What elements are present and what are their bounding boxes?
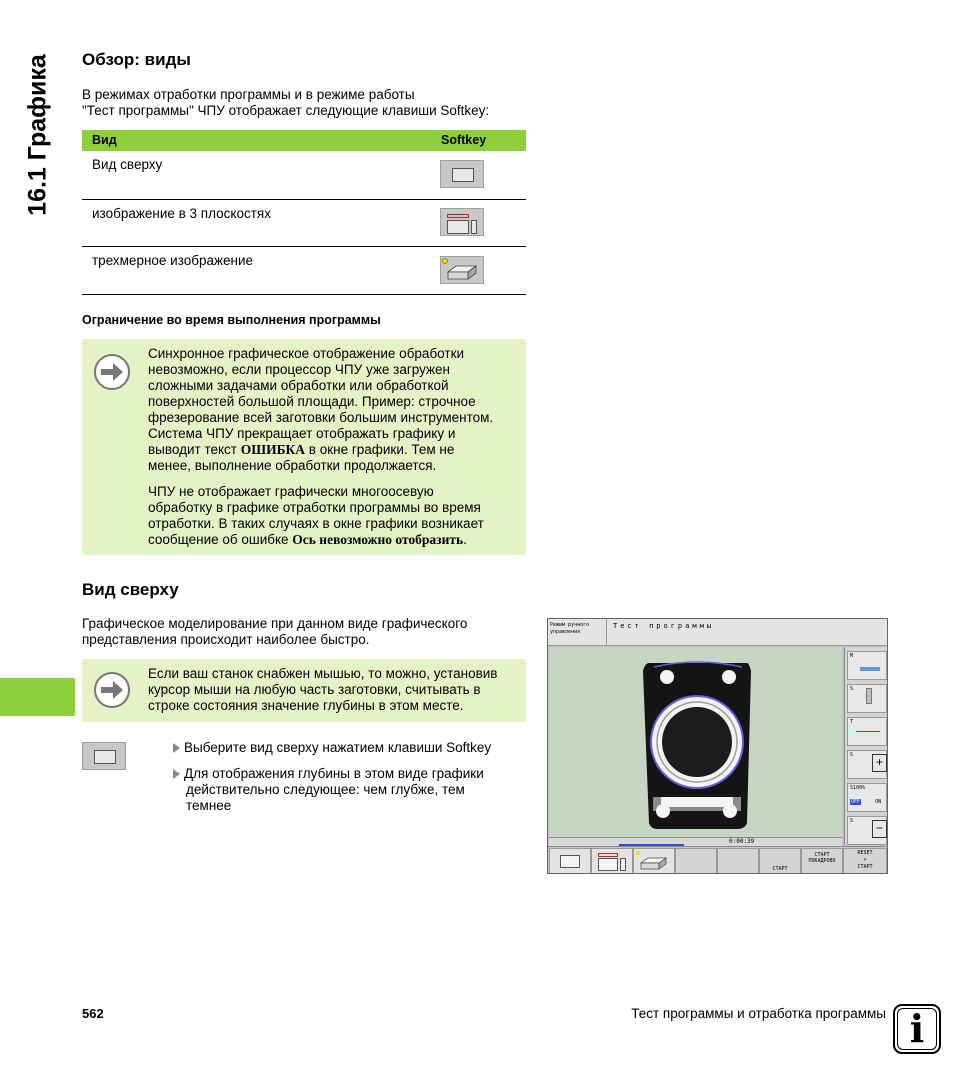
softkey-empty[interactable] [717,848,759,874]
section-heading-views: Обзор: виды [82,50,191,69]
note-box [82,339,526,555]
side-softkey-panel [844,647,888,845]
arrow-right-icon [93,671,131,709]
table-header-view: Вид [92,133,117,147]
note-line: фрезерование всей заготовки большим инструментом. [148,410,494,425]
table-header [82,130,526,151]
side-softkey-s-minus[interactable]: S − [847,816,887,845]
chapter-title: 16.1 Графика [23,54,52,216]
table-row [82,151,526,200]
row-label: изображение в 3 плоскостях [92,206,271,221]
note-line: Синхронное графическое отображение обработки [148,346,465,361]
intro-line-1: В режимах отработки программы и в режиме работы [82,87,415,102]
mode-label: Режим ручного управления [548,619,607,646]
softkey-start-single-block[interactable]: СТАРТ ПОКАДРОВО [801,848,843,874]
bullet-triangle-icon [173,769,180,779]
note-line: строке состояния значение глубины в этом месте. [148,698,464,713]
softkey-start[interactable]: СТАРТ [759,848,801,874]
arrow-right-icon [93,353,131,391]
table-row [82,200,526,247]
error-keyword: ОШИБКА [240,442,306,457]
page-number: 562 [82,1006,104,1021]
softkey-top-view[interactable] [549,848,591,874]
step-bullet: Для отображения глубины в этом виде графики действительно следующее: чем глубже, тем темнее [173,766,484,814]
side-softkey-s-plus[interactable]: S + [847,750,887,779]
note-text [148,666,518,714]
note-line: Если ваш станок снабжен мышью, то можно, установив [148,666,498,681]
note-line: выводит текст ОШИБКА в окне графики. Тем не [148,442,455,457]
table-row [82,247,526,295]
note-line: сообщение об ошибке Ось невозможно отобразить. [148,532,467,547]
workpiece-graphic [549,647,842,837]
note-line: отработки. В таких случаях в окне графики возникает [148,516,484,531]
tnc-screenshot [547,618,888,874]
bullet-triangle-icon [173,743,180,753]
note-line: обработку в графике отработки программы во время [148,500,481,515]
footer-title: Тест программы и отработка программы [631,1006,886,1021]
plus-icon: + [872,754,887,772]
side-softkey-t[interactable]: T [847,717,887,746]
side-softkey-override[interactable]: S100% OFF ON [847,783,887,812]
error-message: Ось невозможно отобразить [292,532,464,547]
three-planes-softkey-icon[interactable] [440,208,484,236]
side-softkey-m[interactable]: M [847,651,887,680]
chapter-tab-marker [0,678,75,716]
note-line: ЧПУ не отображает графически многоосевую [148,484,434,499]
subheading-limitation: Ограничение во время выполнения программы [82,313,381,327]
intro-line-2: "Тест программы" ЧПУ отображает следующие клавиши Softkey: [82,103,490,118]
section-heading-top-view: Вид сверху [82,580,179,599]
step-bullet: Выберите вид сверху нажатием клавиши Softkey [173,740,491,756]
note-box [82,659,526,722]
graphics-window[interactable] [549,647,842,837]
intro-line-1: Графическое моделирование при данном виде графического [82,616,468,631]
side-softkey-s[interactable]: S [847,684,887,713]
softkey-3d-view[interactable] [633,848,675,874]
row-label: трехмерное изображение [92,253,254,268]
3d-view-softkey-icon[interactable] [440,256,484,284]
time-readout: 0:00:39 [729,838,755,845]
note-line: Система ЧПУ прекращает отображать графику и [148,426,456,441]
top-view-softkey-icon[interactable] [82,742,126,770]
note-line: курсор мыши на любую часть заготовки, считывать в [148,682,481,697]
softkey-row [548,846,887,874]
minus-icon: − [872,820,887,838]
info-icon: i [893,1004,943,1056]
softkey-empty[interactable] [675,848,717,874]
table-header-softkey: Softkey [441,133,487,147]
row-label: Вид сверху [92,157,163,172]
intro-line-2: представления происходит наиболее быстро. [82,632,370,647]
note-line: поверхностей большой площади. Пример: строчное [148,394,476,409]
note-line: менее, выполнение обработки продолжается. [148,458,437,473]
softkey-reset-start[interactable]: RESET + СТАРТ [843,848,887,874]
note-text [148,346,518,548]
softkey-three-planes[interactable] [591,848,633,874]
note-line: невозможно, если процессор ЧПУ уже загружен [148,362,451,377]
note-line: сложными задачами обработки или обработкой [148,378,449,393]
screen-title-bar: Тест программы [607,619,887,646]
top-view-softkey-icon[interactable] [440,160,484,188]
